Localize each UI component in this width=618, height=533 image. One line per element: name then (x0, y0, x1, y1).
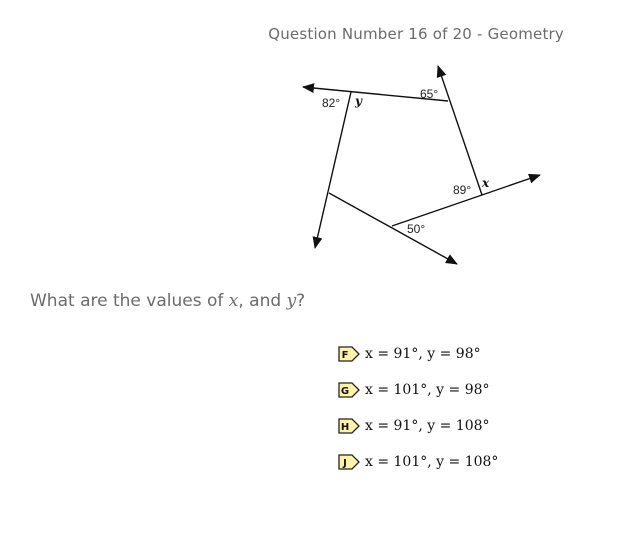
page-title: Question Number 16 of 20 - Geometry (268, 25, 564, 43)
angle-label-89: 89° (453, 183, 472, 197)
question-var-x: x (228, 291, 239, 311)
choice-h[interactable] (338, 415, 490, 437)
svg-text:F: F (341, 350, 349, 361)
variable-y-label: y (355, 94, 362, 108)
angle-label-50: 50° (407, 222, 426, 236)
choice-badge-h-icon (338, 418, 360, 434)
line-right-side (438, 66, 482, 195)
question-suffix: ? (296, 291, 306, 311)
svg-text:G: G (340, 386, 350, 397)
svg-text:H: H (340, 422, 350, 433)
choice-badge-g-icon (338, 382, 360, 398)
svg-text:J: J (343, 458, 347, 469)
line-left-side (315, 92, 351, 248)
angle-label-82: 82° (322, 96, 341, 110)
question-var-y: y (286, 291, 297, 311)
choice-f-text: x = 91°, y = 98° (365, 346, 481, 362)
choice-j[interactable] (338, 451, 498, 473)
question-text (30, 291, 305, 311)
choice-badge-f-icon (338, 346, 360, 362)
choice-badge-j-icon (338, 454, 360, 470)
angle-label-65: 65° (420, 87, 439, 101)
choice-f[interactable] (338, 343, 481, 365)
choice-h-text: x = 91°, y = 108° (365, 418, 490, 434)
choice-j-text: x = 101°, y = 108° (365, 454, 499, 470)
variable-x-label: x (482, 176, 490, 190)
choice-g-text: x = 101°, y = 98° (365, 382, 490, 398)
choice-g[interactable] (338, 379, 490, 401)
question-prefix: What are the values of (30, 291, 229, 311)
question-middle: , and (238, 291, 287, 311)
line-bottom-left-side (329, 193, 457, 264)
